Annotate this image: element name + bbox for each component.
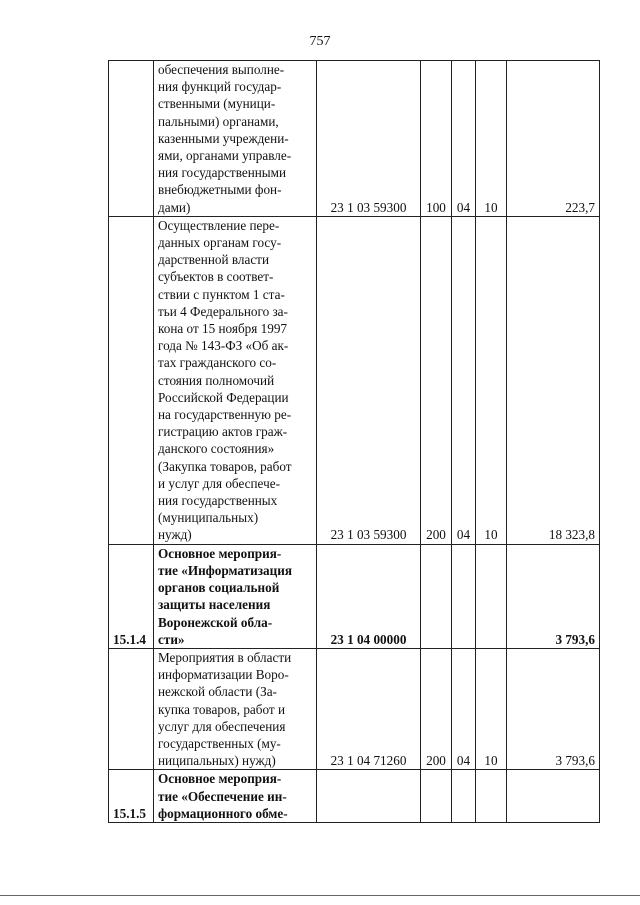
section-cell: 04	[452, 61, 476, 217]
item-name-line: защиты населения	[158, 597, 271, 613]
item-name-line: купка товаров, работ и	[158, 701, 286, 717]
item-name-line: информатизации Воро-	[158, 667, 289, 683]
item-name-line: ниципальных) нужд)	[158, 753, 276, 769]
item-name-cell	[154, 61, 317, 217]
item-name-line: на государственную ре-	[158, 407, 292, 423]
item-name-line: нужд)	[158, 527, 192, 543]
item-name-line: ния функций государ-	[158, 79, 282, 95]
item-name-line: кона от 15 ноября 1997	[158, 321, 288, 337]
item-name-line: гистрацию актов граж-	[158, 424, 288, 440]
item-name-line: дами)	[158, 199, 191, 215]
subsection-cell: 10	[476, 61, 507, 217]
amount-cell: 223,7	[507, 61, 600, 217]
table-row	[109, 216, 600, 544]
item-name-line: года № 143-ФЗ «Об ак-	[158, 338, 289, 354]
section-cell	[452, 544, 476, 648]
item-name-line: внебюджетными фон-	[158, 182, 282, 198]
item-name-line: услуг для обеспечения	[158, 718, 286, 734]
target-code-cell	[317, 770, 421, 823]
table-body	[109, 61, 600, 823]
item-name-line: (муниципальных)	[158, 510, 259, 526]
item-name-line: дарственной власти	[158, 252, 269, 268]
item-name-line: стояния полномочий	[158, 372, 275, 388]
item-name-cell	[154, 544, 317, 648]
item-number-cell: 15.1.5	[109, 770, 154, 823]
expense-type-cell: 200	[421, 216, 452, 544]
item-name-cell	[154, 216, 317, 544]
section-cell: 04	[452, 648, 476, 769]
item-name-line: Воронежской обла-	[158, 614, 273, 630]
item-name-line: Основное мероприя-	[158, 545, 282, 561]
target-code-cell: 23 1 04 00000	[317, 544, 421, 648]
item-name-line: субъектов в соответ-	[158, 269, 274, 285]
table-row	[109, 61, 600, 217]
item-name-line: ния государственными	[158, 165, 287, 181]
subsection-cell: 10	[476, 216, 507, 544]
target-code-cell: 23 1 03 59300	[317, 216, 421, 544]
item-name-line: ния государственных	[158, 493, 278, 509]
expense-type-cell	[421, 770, 452, 823]
item-number-cell	[109, 216, 154, 544]
item-name-line: Российской Федерации	[158, 389, 289, 405]
item-name-line: данных органам госу-	[158, 235, 282, 251]
amount-cell: 3 793,6	[507, 544, 600, 648]
item-name-line: тие «Информатизация	[158, 562, 292, 578]
item-name-line: пальными) органами,	[158, 113, 279, 129]
item-name-line: ствии с пунктом 1 ста-	[158, 286, 285, 302]
subsection-cell: 10	[476, 648, 507, 769]
page-number: 757	[309, 34, 331, 49]
item-name-line: ями, органами управле-	[158, 148, 292, 164]
amount-cell: 18 323,8	[507, 216, 600, 544]
subsection-cell	[476, 544, 507, 648]
item-number-cell	[109, 61, 154, 217]
expense-type-cell: 100	[421, 61, 452, 217]
section-cell: 04	[452, 216, 476, 544]
item-name-line: ственными (муници-	[158, 96, 276, 112]
item-name-line: государственных (му-	[158, 735, 281, 751]
item-name-line: органов социальной	[158, 580, 280, 596]
item-number-cell: 15.1.4	[109, 544, 154, 648]
item-name-cell	[154, 648, 317, 769]
item-name-line: (Закупка товаров, работ	[158, 458, 292, 474]
table-row	[109, 770, 600, 823]
budget-table	[108, 60, 600, 823]
item-name-line: тах гражданского со-	[158, 355, 277, 371]
item-name-line: обеспечения выполне-	[158, 62, 285, 77]
amount-cell	[507, 770, 600, 823]
item-name-line: Мероприятия в области	[158, 649, 292, 665]
item-name-line: казенными учреждени-	[158, 130, 289, 146]
target-code-cell: 23 1 04 71260	[317, 648, 421, 769]
table-row	[109, 544, 600, 648]
footer-rule	[0, 895, 640, 896]
item-name-line: Основное мероприя-	[158, 771, 282, 787]
item-name-cell	[154, 770, 317, 823]
item-name-line: тие «Обеспечение ин-	[158, 788, 287, 804]
item-name-line: и услуг для обеспече-	[158, 475, 280, 491]
item-number-cell	[109, 648, 154, 769]
item-name-line: формационного обме-	[158, 805, 288, 821]
item-name-line: данского состояния»	[158, 441, 275, 457]
target-code-cell: 23 1 03 59300	[317, 61, 421, 217]
subsection-cell	[476, 770, 507, 823]
item-name-line: сти»	[158, 631, 185, 647]
item-name-line: нежской области (За-	[158, 684, 277, 700]
expense-type-cell: 200	[421, 648, 452, 769]
expense-type-cell	[421, 544, 452, 648]
table-row	[109, 648, 600, 769]
amount-cell: 3 793,6	[507, 648, 600, 769]
item-name-line: Осуществление пере-	[158, 217, 280, 233]
section-cell	[452, 770, 476, 823]
item-name-line: тьи 4 Федерального за-	[158, 303, 288, 319]
